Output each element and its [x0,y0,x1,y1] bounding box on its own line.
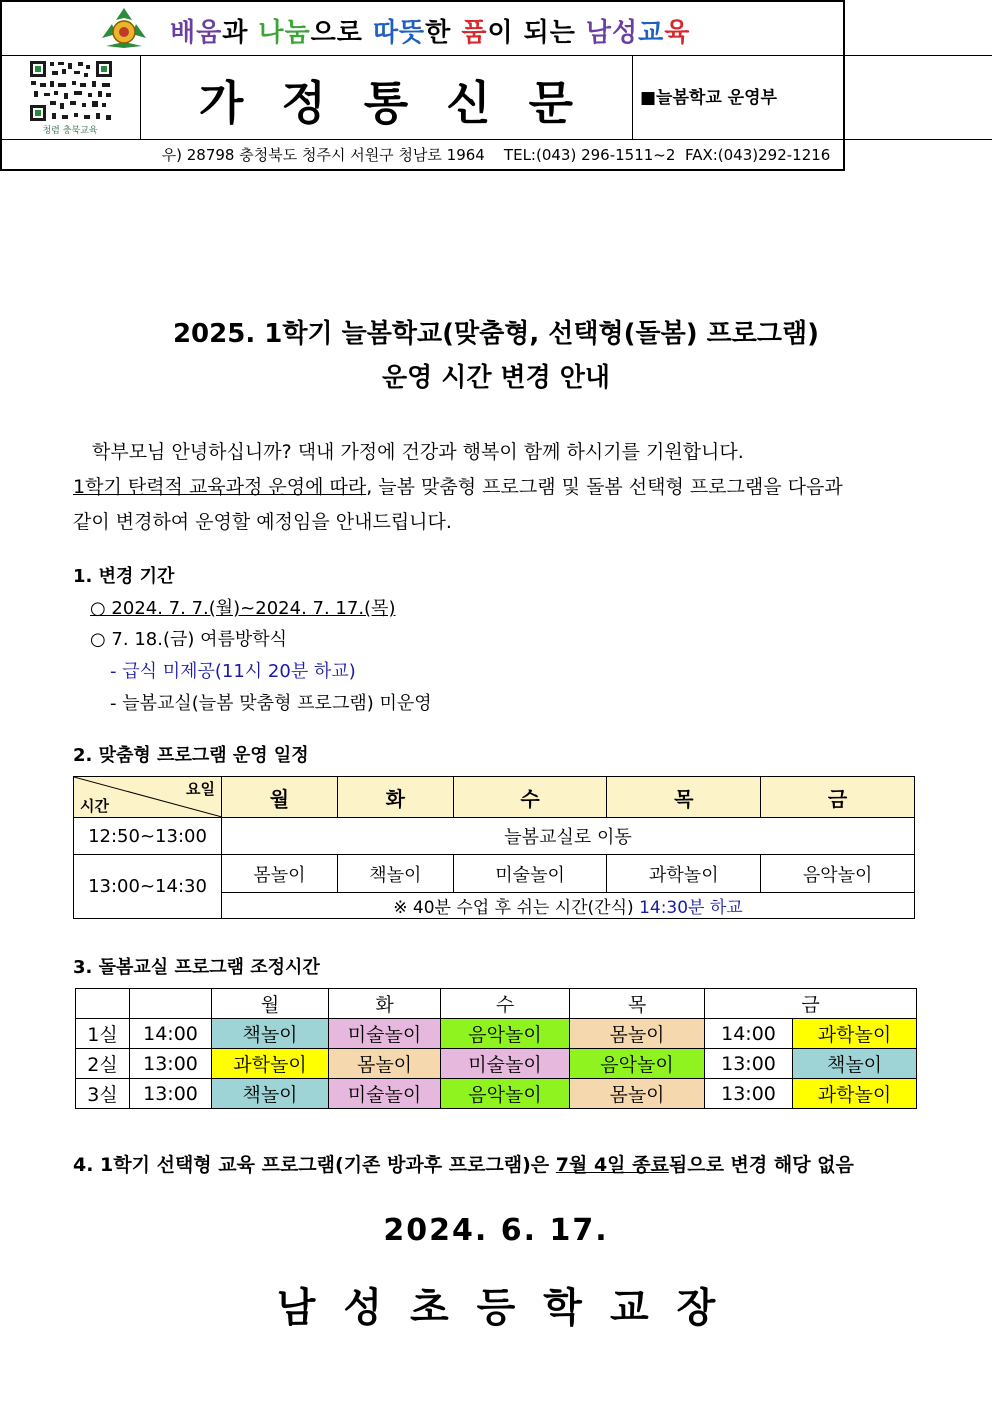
day-header: 월 [212,989,329,1019]
room-cell: 1실 [76,1019,130,1049]
principal-signature: 남성초등학교장 [276,1284,744,1331]
program-cell: 과학놀이 [793,1019,917,1049]
empty-header [76,989,130,1019]
slogan-part: 나눔 [258,18,311,48]
day-header: 금 [705,989,917,1019]
slogan-part: 품 [461,18,488,48]
qr-cell [0,55,141,139]
section3-heading: 3. 돌봄교실 프로그램 조정시간 [73,957,320,978]
school-slogan [170,12,690,49]
transfer-cell: 늘봄교실로 이동 [222,818,915,855]
corner-cell [74,777,222,818]
section1-no-meal: - 급식 미제공(11시 20분 하교) [110,661,356,682]
program-cell: 미술놀이 [329,1019,441,1049]
care-room-schedule-table [75,988,917,1109]
section1-no-class: - 늘봄교실(늘봄 맞춤형 프로그램) 미운영 [110,693,432,714]
time-cell: 14:00 [705,1019,793,1049]
newsletter-header [0,0,845,171]
slogan-row [0,0,992,56]
program-cell: 책놀이 [212,1019,329,1049]
program-cell: 몸놀이 [222,855,338,893]
title-row [0,55,992,140]
program-cell: 책놀이 [212,1079,329,1109]
document-title-line1: 2025. 1학기 늘봄학교(맞춤형, 선택형(돌봄) 프로그램) [172,319,820,349]
time-cell: 13:00 [130,1049,212,1079]
program-cell: 책놀이 [337,855,453,893]
program-cell: 미술놀이 [441,1049,570,1079]
time-cell: 13:00 [705,1079,793,1109]
section1-heading: 1. 변경 기간 [73,566,175,587]
slogan-part: 과 [222,18,259,48]
school-emblem-icon [96,6,152,50]
program-cell: 과학놀이 [793,1079,917,1109]
room-cell: 2실 [76,1049,130,1079]
table-row [76,1019,917,1049]
program-cell: 미술놀이 [329,1079,441,1109]
time-cell: 13:00 [130,1079,212,1109]
qr-caption: 청렴 충북교육 [42,126,98,136]
corner-time-label: 시간 [80,797,109,815]
slogan-part: 으로 [310,18,373,48]
custom-program-schedule-table [73,776,915,919]
program-cell: 음악놀이 [441,1079,570,1109]
section1-vacation: ○ 7. 18.(금) 여름방학식 [90,629,288,650]
schedule-note: ※ 40분 수업 후 쉬는 시간(간식) 14:30분 하교 [222,893,915,919]
address: 우) 28798 충청북도 청주시 서원구 청남로 1964 TEL:(043) 296-1511~2 FAX:(043)292-1216 [161,146,831,164]
qr-code-icon[interactable] [28,59,114,123]
slogan-part: 한 [425,18,462,48]
slogan-part: 이 되는 [487,18,586,48]
paper-title: 가정통신문 [198,76,612,130]
program-cell: 과학놀이 [212,1049,329,1079]
table-row [76,1049,917,1079]
intro-line1: 학부모님 안녕하십니까? 댁내 가정에 건강과 행복이 함께 하시기를 기원합니다. [92,441,744,463]
corner-day-label: 요일 [186,780,215,798]
day-header: 화 [337,777,453,818]
program-cell: 몸놀이 [570,1019,705,1049]
issue-date: 2024. 6. 17. [383,1213,609,1248]
intro-line2 [73,472,921,499]
time-cell: 12:50~13:00 [74,818,222,855]
program-cell: 책놀이 [793,1049,917,1079]
program-cell: 음악놀이 [570,1049,705,1079]
program-cell: 과학놀이 [607,855,761,893]
slogan-part: 배움 [170,18,223,48]
day-header: 목 [607,777,761,818]
paper-title-cell [140,55,633,139]
time-cell: 14:00 [130,1019,212,1049]
program-cell: 몸놀이 [329,1049,441,1079]
day-header: 목 [570,989,705,1019]
intro-line2-rest: , 늘봄 맞춤형 프로그램 및 돌봄 선택형 프로그램을 다음과 [366,476,843,498]
day-header: 수 [453,777,607,818]
intro-line3: 같이 변경하여 운영할 예정임을 안내드립니다. [73,511,452,533]
slogan-part: 육 [664,18,691,48]
section2-heading: 2. 맞춤형 프로그램 운영 일정 [73,745,309,766]
intro-underlined: 1학기 탄력적 교육과정 운영에 따라 [73,476,367,498]
time-cell: 13:00 [705,1049,793,1079]
section1-period: ○ 2024. 7. 7.(월)~2024. 7. 17.(목) [90,598,396,619]
empty-header [130,989,212,1019]
room-cell: 3실 [76,1079,130,1109]
program-cell: 몸놀이 [570,1079,705,1109]
table-row [76,1079,917,1109]
address-row [0,139,992,167]
program-cell: 미술놀이 [453,855,607,893]
day-header: 금 [761,777,915,818]
day-header: 화 [329,989,441,1019]
day-header: 수 [441,989,570,1019]
time-cell: 13:00~14:30 [74,855,222,919]
slogan-part: 남성 [585,18,639,48]
slogan-part: 따뜻 [372,18,426,48]
day-header: 월 [222,777,338,818]
department-label: ■늘봄학교 운영부 [640,88,777,108]
section4-note: 4. 1학기 선택형 교육 프로그램(기존 방과후 프로그램)은 7월 4일 종료됨으로 변경 해당 없음 [73,1154,854,1176]
program-cell: 음악놀이 [441,1019,570,1049]
slogan-part: 교 [638,18,665,48]
program-cell: 음악놀이 [761,855,915,893]
document-title-line2: 운영 시간 변경 안내 [381,363,611,393]
